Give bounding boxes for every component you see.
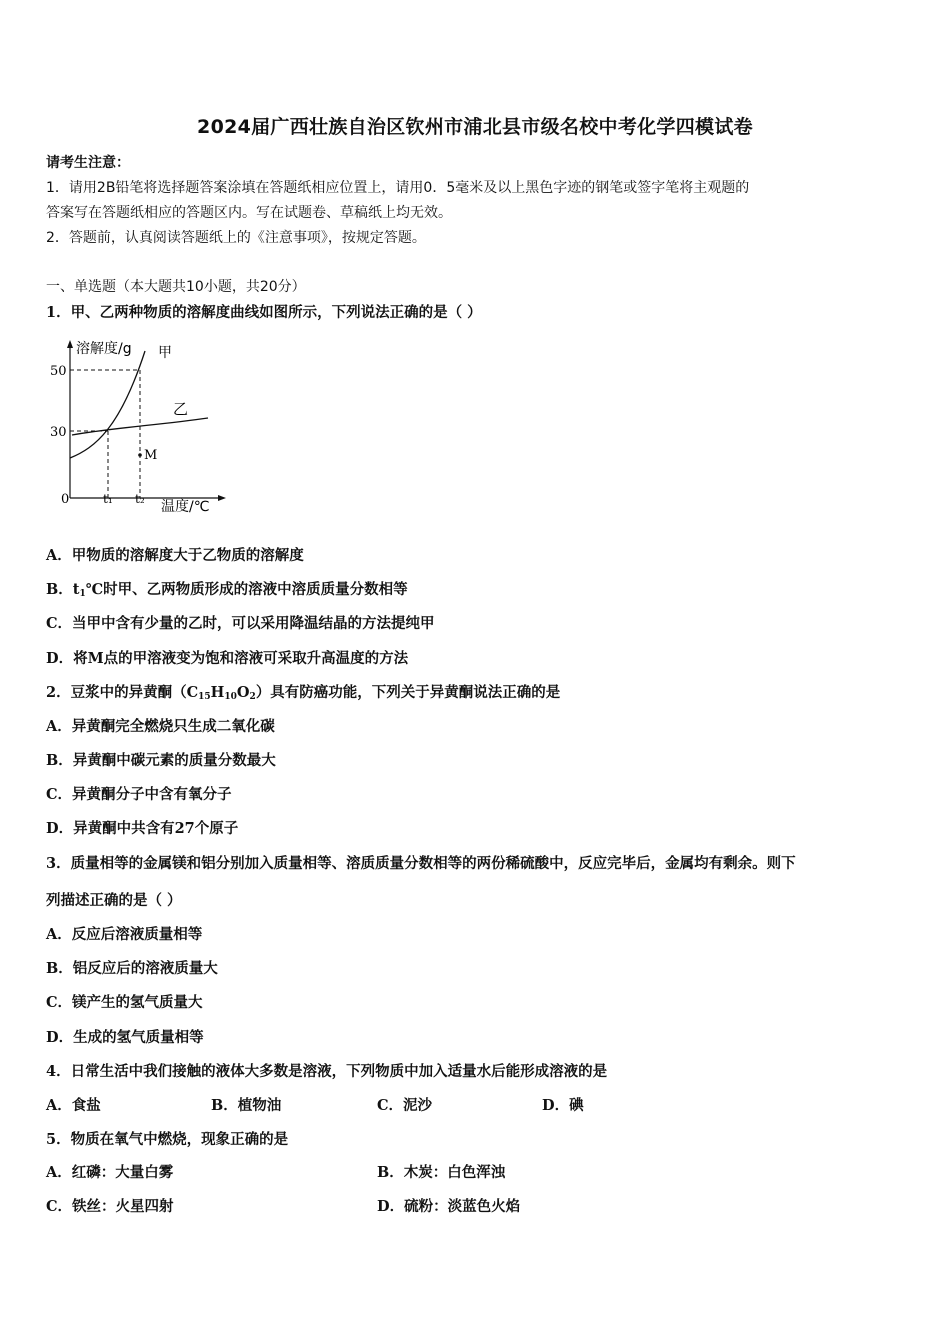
q2-sub-c: 15: [198, 692, 211, 702]
q2-sub-h: 10: [224, 692, 237, 702]
option-b-subscript: 1: [79, 589, 86, 599]
question-1-stem: 1．甲、乙两种物质的溶解度曲线如图所示，下列说法正确的是（ ）: [46, 304, 482, 321]
section-heading: 一、单选题（本大题共10小题，共20分）: [46, 279, 306, 295]
question-4-option-b: B．植物油: [211, 1097, 282, 1114]
question-5-option-d: D．硫粉：淡蓝色火焰: [377, 1198, 521, 1215]
question-3-stem-line-2: 列描述正确的是（ ）: [46, 892, 182, 909]
question-4-option-c: C．泥沙: [377, 1097, 433, 1114]
y-axis-arrow-icon: [67, 340, 73, 348]
question-3-stem-line-1: 3．质量相等的金属镁和铝分别加入质量相等、溶质质量分数相等的两份稀硫酸中，反应完毕后，金属均有剩余。则下: [46, 855, 796, 872]
question-4-option-d: D．碘: [542, 1097, 584, 1114]
option-b-prefix: B．t: [46, 581, 80, 598]
question-3-option-d: D．生成的氢气质量相等: [46, 1029, 204, 1046]
notice-line-3: 2．答题前，认真阅读答题纸上的《注意事项》，按规定答题。: [46, 230, 426, 246]
question-3-option-c: C．镁产生的氢气质量大: [46, 994, 203, 1011]
series-jia-label: 甲: [158, 345, 172, 361]
q2-sub-o: 2: [249, 692, 256, 702]
question-5-option-c: C．铁丝：火星四射: [46, 1198, 174, 1215]
question-2-option-b: B．异黄酮中碳元素的质量分数最大: [46, 752, 276, 769]
question-4-stem: 4．日常生活中我们接触的液体大多数是溶液，下列物质中加入适量水后能形成溶液的是: [46, 1063, 608, 1080]
question-2-option-a: A．异黄酮完全燃烧只生成二氧化碳: [46, 718, 275, 735]
question-1-option-d: D．将M点的甲溶液变为饱和溶液可采取升高温度的方法: [46, 650, 409, 667]
x-tick-t1: t₁: [103, 492, 113, 506]
y-axis-label: 溶解度/g: [76, 341, 132, 357]
question-2-stem: [46, 681, 560, 702]
exam-title: 2024届广西壮族自治区钦州市浦北县市级名校中考化学四模试卷: [197, 116, 753, 138]
question-1-option-a: A．甲物质的溶解度大于乙物质的溶解度: [46, 547, 304, 564]
question-1-option-c: C．当甲中含有少量的乙时，可以采用降温结晶的方法提纯甲: [46, 615, 435, 632]
x-axis-label: 温度/℃: [161, 499, 210, 515]
origin-label: 0: [61, 492, 70, 507]
question-2-option-c: C．异黄酮分子中含有氧分子: [46, 786, 232, 803]
notice-line-1: 1．请用2B铅笔将选择题答案涂填在答题纸相应位置上，请用0．5毫米及以上黑色字迹的钢笔或签字笔将主观题的: [46, 180, 750, 196]
notice-line-2: 答案写在答题纸相应的答题区内。写在试题卷、草稿纸上均无效。: [46, 205, 452, 221]
y-tick-30: 30: [50, 425, 67, 440]
question-1-option-b: [46, 578, 408, 599]
y-tick-50: 50: [50, 364, 67, 379]
solubility-curve-graph: [40, 333, 240, 523]
q2-stem-suffix: ）具有防癌功能，下列关于异黄酮说法正确的是: [255, 684, 561, 701]
question-3-option-a: A．反应后溶液质量相等: [46, 926, 203, 943]
q2-h: H: [210, 684, 225, 701]
question-2-option-d: D．异黄酮中共含有27个原子: [46, 820, 239, 837]
notice-heading: 请考生注意：: [46, 155, 130, 171]
question-4-option-a: A．食盐: [46, 1097, 101, 1114]
series-yi-label: 乙: [173, 400, 189, 418]
q2-o: O: [236, 684, 250, 701]
question-5-option-a: A．红磷：大量白雾: [46, 1164, 174, 1181]
question-5-stem: 5．物质在氧气中燃烧，现象正确的是: [46, 1131, 289, 1148]
x-tick-t2: t₂: [135, 492, 145, 506]
question-5-option-b: B．木炭：白色浑浊: [377, 1164, 506, 1181]
question-3-option-b: B．铝反应后的溶液质量大: [46, 960, 218, 977]
point-m-label: M: [144, 448, 158, 463]
q2-stem-prefix: 2．豆浆中的异黄酮（C: [46, 684, 199, 701]
point-m: [138, 453, 142, 457]
option-b-text: ℃时甲、乙两物质形成的溶液中溶质质量分数相等: [85, 581, 408, 598]
x-axis-arrow-icon: [218, 495, 226, 501]
